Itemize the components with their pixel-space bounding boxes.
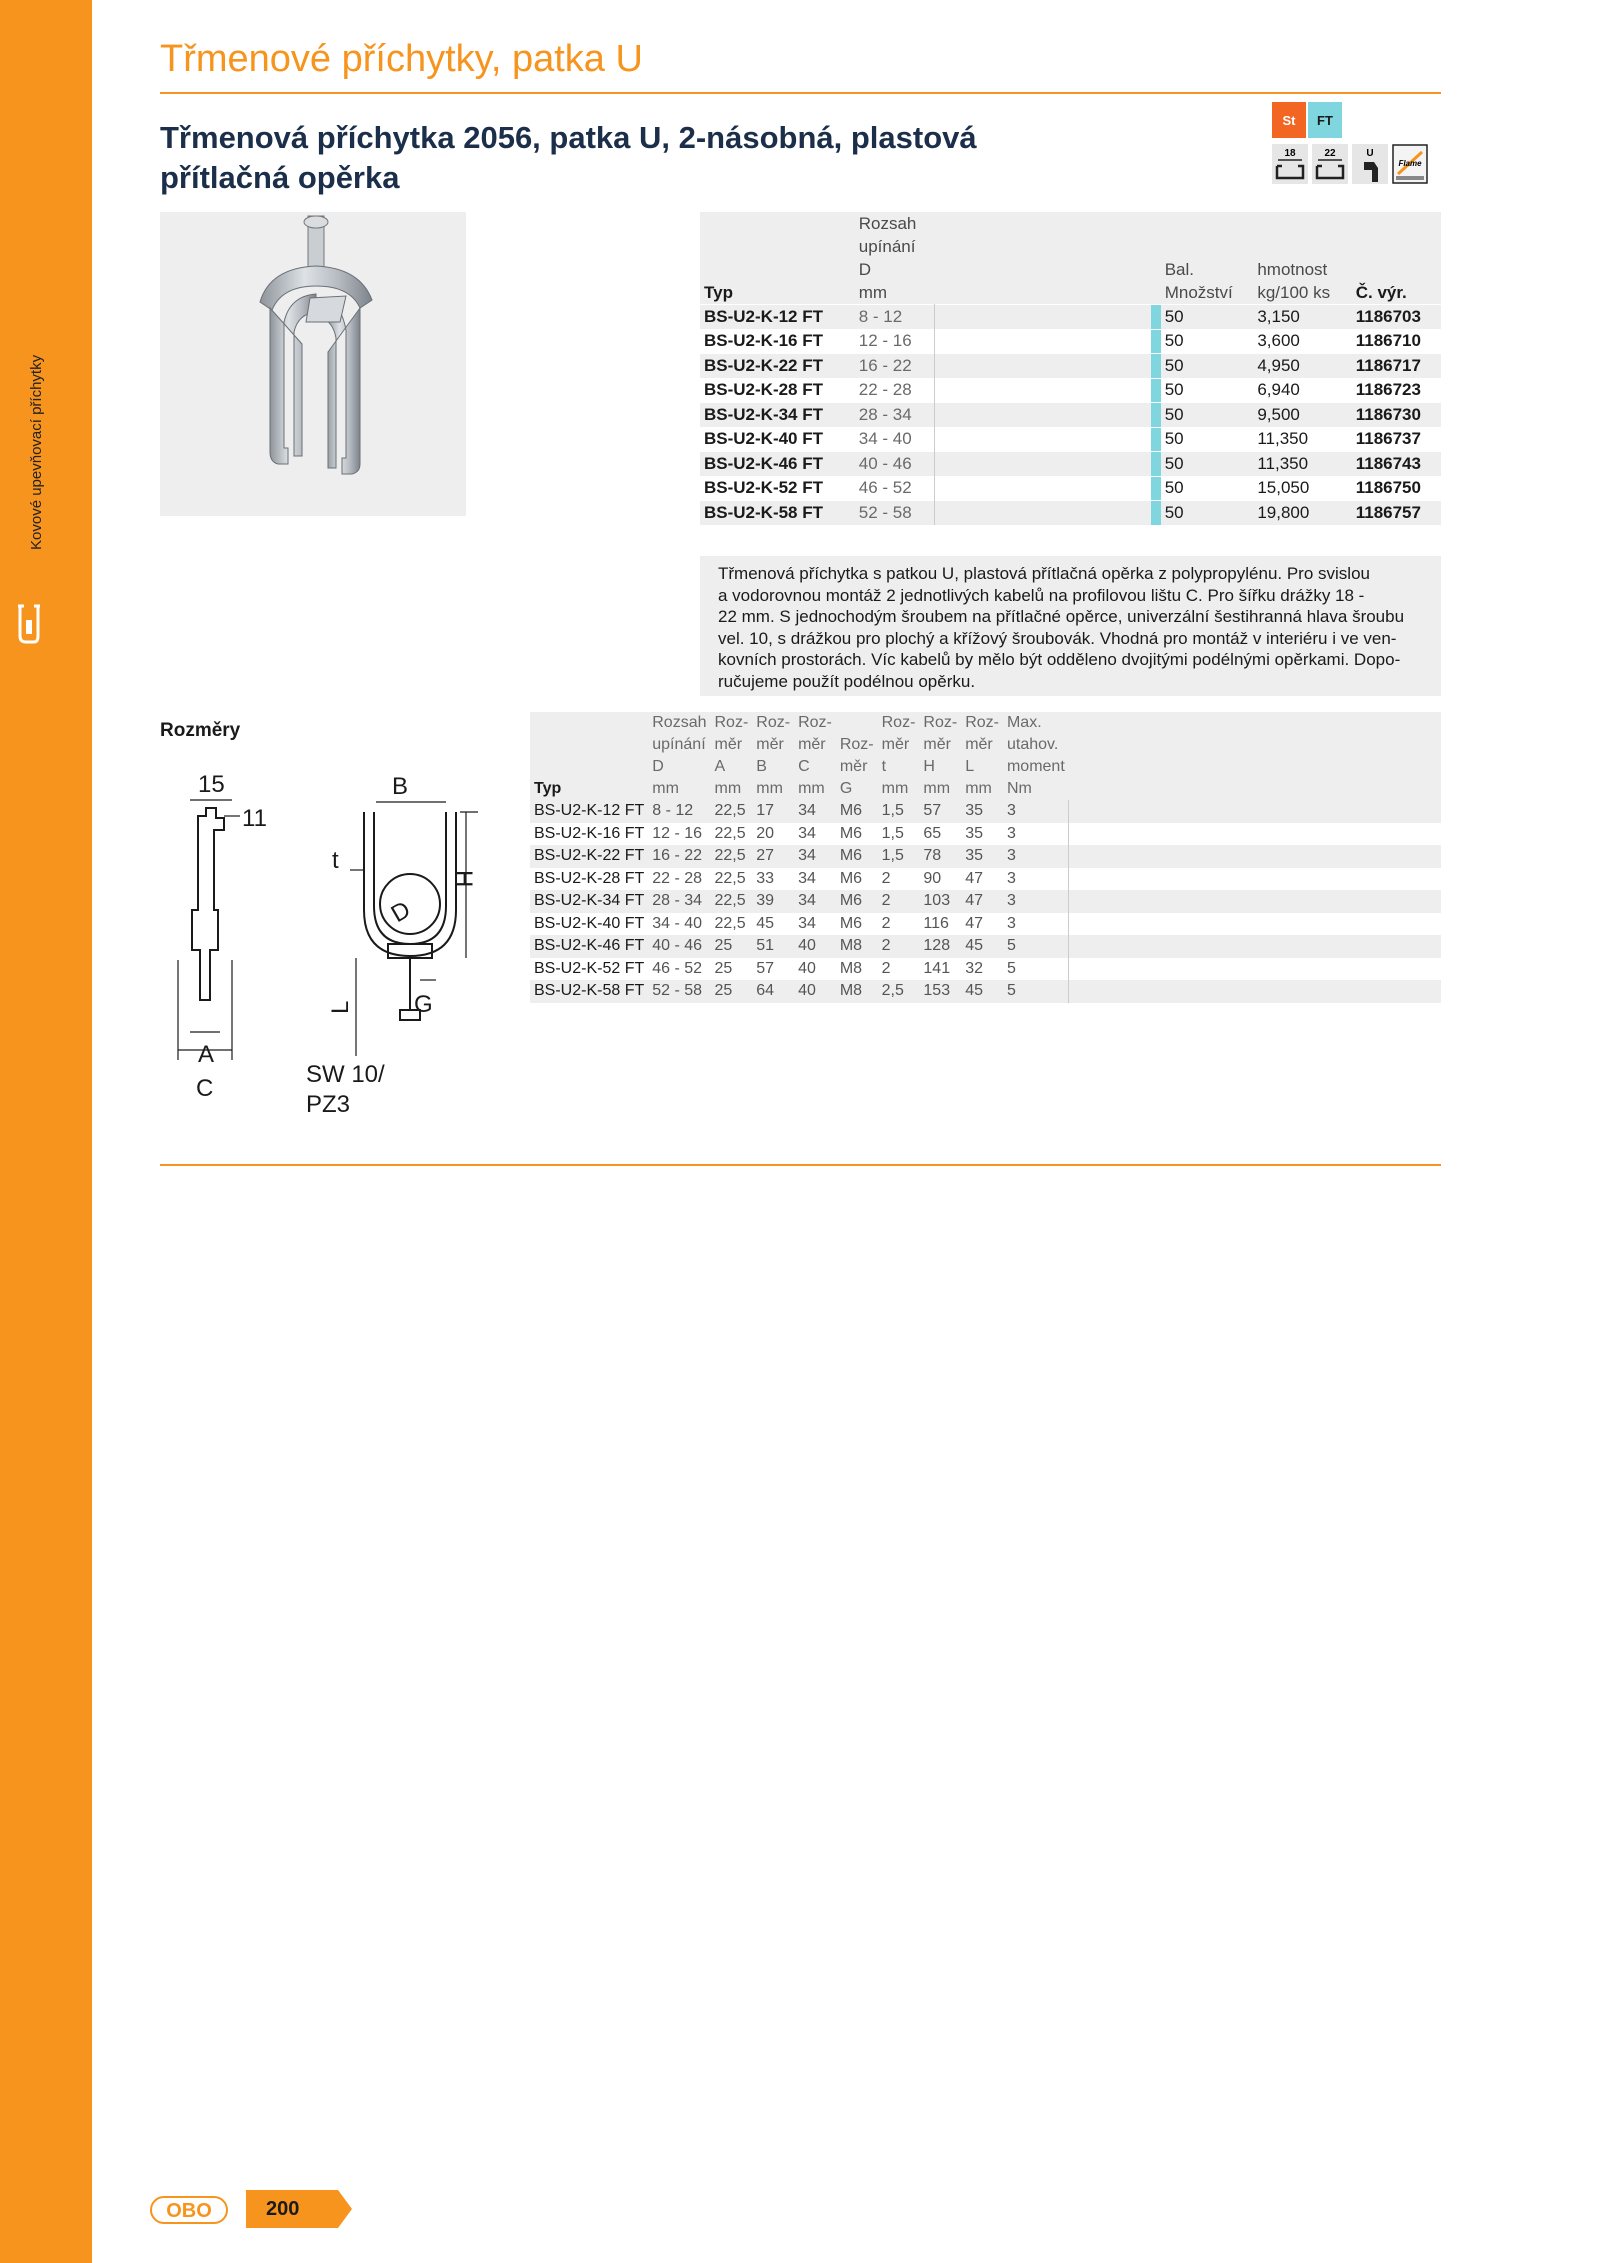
ft-badge: FT bbox=[1308, 102, 1342, 138]
order-cell-type: BS-U2-K-34 FT bbox=[700, 403, 855, 428]
order-cell-gap bbox=[935, 501, 1151, 526]
order-header-range bbox=[855, 212, 935, 305]
order-cell-type: BS-U2-K-22 FT bbox=[700, 354, 855, 379]
order-cell-gap bbox=[935, 329, 1151, 354]
dim-cell-value: 5 bbox=[1003, 935, 1069, 958]
dim-header-line: utahov. bbox=[1006, 736, 1059, 753]
dim-label-t: t bbox=[332, 847, 339, 874]
dim-cell-value: 2 bbox=[878, 958, 920, 981]
dim-label-sw: SW 10/ bbox=[306, 1061, 385, 1088]
dim-header-line: Roz- bbox=[923, 714, 958, 731]
dim-row bbox=[530, 800, 1441, 823]
dim-cell-type: BS-U2-K-46 FT bbox=[530, 935, 648, 958]
dim-cell-value: 25 bbox=[711, 958, 753, 981]
product-description bbox=[700, 556, 1441, 696]
dimensions-heading: Rozměry bbox=[160, 720, 241, 741]
dim-row bbox=[530, 823, 1441, 846]
order-header-range-l3: D bbox=[858, 260, 872, 279]
order-cell-weight: 19,800 bbox=[1253, 501, 1351, 526]
dim-header-line: mm bbox=[923, 780, 951, 797]
dim-cell-value: 34 bbox=[794, 800, 836, 823]
order-cell-accent bbox=[1151, 501, 1161, 526]
dim-row bbox=[530, 935, 1441, 958]
dim-cell-filler bbox=[1069, 935, 1441, 958]
dim-header-line: A bbox=[714, 758, 726, 775]
dim-cell-value: 25 bbox=[711, 935, 753, 958]
dim-cell-value: 46 - 52 bbox=[648, 958, 710, 981]
dim-header-col bbox=[648, 712, 710, 800]
rail-22-icon bbox=[1312, 144, 1348, 184]
order-cell-article: 1186737 bbox=[1352, 427, 1441, 452]
order-cell-accent bbox=[1151, 305, 1161, 330]
order-cell-type: BS-U2-K-12 FT bbox=[700, 305, 855, 330]
order-cell-type: BS-U2-K-28 FT bbox=[700, 378, 855, 403]
dim-label-c: C bbox=[196, 1075, 214, 1102]
order-cell-range: 22 - 28 bbox=[855, 378, 935, 403]
order-cell-accent bbox=[1151, 427, 1161, 452]
order-cell-type: BS-U2-K-40 FT bbox=[700, 427, 855, 452]
dimensions-table bbox=[530, 712, 1441, 1003]
dim-cell-value: 25 bbox=[711, 980, 753, 1003]
order-cell-type: BS-U2-K-46 FT bbox=[700, 452, 855, 477]
dim-cell-value: 5 bbox=[1003, 958, 1069, 981]
product-photo bbox=[160, 212, 466, 516]
dim-header-line: Roz- bbox=[881, 714, 916, 731]
rail-18-label: 18 bbox=[1284, 148, 1296, 159]
order-cell-pack: 50 bbox=[1161, 354, 1254, 379]
order-cell-weight: 3,600 bbox=[1253, 329, 1351, 354]
dim-cell-value: 22,5 bbox=[711, 823, 753, 846]
dim-cell-filler bbox=[1069, 958, 1441, 981]
order-cell-gap bbox=[935, 305, 1151, 330]
order-cell-accent bbox=[1151, 476, 1161, 501]
order-cell-pack: 50 bbox=[1161, 452, 1254, 477]
dim-cell-value: 34 bbox=[794, 890, 836, 913]
order-header-pack-l2: Množství bbox=[1164, 283, 1233, 302]
clamp-icon bbox=[16, 600, 42, 646]
rail-18-icon bbox=[1272, 144, 1308, 184]
order-cell-weight: 4,950 bbox=[1253, 354, 1351, 379]
dim-cell-value: 35 bbox=[961, 823, 1003, 846]
order-cell-weight: 3,150 bbox=[1253, 305, 1351, 330]
dim-cell-value: 2 bbox=[878, 868, 920, 891]
dim-row bbox=[530, 868, 1441, 891]
dim-cell-value: 3 bbox=[1003, 823, 1069, 846]
dim-label-15: 15 bbox=[198, 771, 225, 798]
dim-cell-value: 57 bbox=[919, 800, 961, 823]
dim-header-filler bbox=[1069, 712, 1441, 800]
order-row bbox=[700, 354, 1441, 379]
dim-cell-filler bbox=[1069, 890, 1441, 913]
dim-header-line: měr bbox=[714, 736, 743, 753]
dim-header-line: mm bbox=[798, 780, 825, 797]
dim-cell-value: 1,5 bbox=[878, 823, 920, 846]
dimension-drawing bbox=[160, 760, 477, 1120]
page-number: 200 bbox=[266, 2198, 300, 2220]
product-title bbox=[160, 118, 1060, 198]
dim-cell-value: 8 - 12 bbox=[648, 800, 710, 823]
dim-cell-type: BS-U2-K-52 FT bbox=[530, 958, 648, 981]
dim-cell-value: M8 bbox=[836, 958, 878, 981]
dim-cell-value: 32 bbox=[961, 958, 1003, 981]
dim-header-line: Roz- bbox=[839, 736, 874, 753]
order-cell-type: BS-U2-K-58 FT bbox=[700, 501, 855, 526]
dim-cell-value: 12 - 16 bbox=[648, 823, 710, 846]
dim-cell-value: 28 - 34 bbox=[648, 890, 710, 913]
dim-cell-value: 51 bbox=[752, 935, 794, 958]
dim-row bbox=[530, 958, 1441, 981]
flame-label: Flame bbox=[1398, 159, 1422, 168]
dim-cell-value: 116 bbox=[919, 913, 961, 936]
dim-header-line: měr bbox=[965, 736, 993, 753]
dim-header-line: C bbox=[798, 758, 810, 775]
dim-header-line: D bbox=[652, 758, 664, 775]
dim-cell-value: 3 bbox=[1003, 868, 1069, 891]
dim-row bbox=[530, 890, 1441, 913]
dim-cell-value: 34 bbox=[794, 913, 836, 936]
dim-cell-value: 20 bbox=[752, 823, 794, 846]
dim-cell-value: M6 bbox=[836, 913, 878, 936]
dim-cell-value: 22,5 bbox=[711, 890, 753, 913]
dim-cell-value: 2 bbox=[878, 913, 920, 936]
order-header-accent bbox=[1151, 212, 1161, 305]
dim-cell-filler bbox=[1069, 845, 1441, 868]
clamp-photo-illustration bbox=[160, 212, 466, 516]
dim-cell-value: 3 bbox=[1003, 913, 1069, 936]
order-row bbox=[700, 378, 1441, 403]
dim-header-line: L bbox=[965, 758, 975, 775]
dim-cell-value: 34 - 40 bbox=[648, 913, 710, 936]
order-cell-pack: 50 bbox=[1161, 427, 1254, 452]
dim-header-line: mm bbox=[756, 780, 783, 797]
description-line: ručujeme použít podélnou opěrku. bbox=[718, 671, 976, 691]
dim-cell-value: 47 bbox=[961, 890, 1003, 913]
dim-header-line: t bbox=[881, 758, 887, 775]
dim-row bbox=[530, 913, 1441, 936]
dim-cell-value: 3 bbox=[1003, 845, 1069, 868]
dim-cell-value: 153 bbox=[919, 980, 961, 1003]
dim-cell-value: 141 bbox=[919, 958, 961, 981]
dim-cell-value: M6 bbox=[836, 823, 878, 846]
u-foot-icon bbox=[1352, 144, 1388, 184]
dim-cell-value: 34 bbox=[794, 845, 836, 868]
dim-cell-type: BS-U2-K-16 FT bbox=[530, 823, 648, 846]
dim-cell-filler bbox=[1069, 868, 1441, 891]
order-cell-accent bbox=[1151, 329, 1161, 354]
order-cell-range: 16 - 22 bbox=[855, 354, 935, 379]
dim-cell-value: 34 bbox=[794, 823, 836, 846]
order-cell-gap bbox=[935, 378, 1151, 403]
dim-cell-value: M6 bbox=[836, 868, 878, 891]
dim-label-g: G bbox=[414, 991, 433, 1018]
dim-cell-value: 39 bbox=[752, 890, 794, 913]
dim-header-col bbox=[711, 712, 753, 800]
order-cell-weight: 11,350 bbox=[1253, 427, 1351, 452]
order-row bbox=[700, 329, 1441, 354]
order-cell-weight: 11,350 bbox=[1253, 452, 1351, 477]
order-row bbox=[700, 501, 1441, 526]
dim-header-col bbox=[794, 712, 836, 800]
dim-header-line: měr bbox=[839, 758, 868, 775]
product-title-line2: přítlačná opěrka bbox=[160, 160, 400, 195]
st-badge: St bbox=[1272, 102, 1306, 138]
order-cell-article: 1186703 bbox=[1352, 305, 1441, 330]
dim-label-a: A bbox=[198, 1041, 215, 1068]
dim-header-col bbox=[919, 712, 961, 800]
dim-cell-value: 27 bbox=[752, 845, 794, 868]
order-cell-range: 12 - 16 bbox=[855, 329, 935, 354]
dim-cell-type: BS-U2-K-34 FT bbox=[530, 890, 648, 913]
dim-cell-value: 2,5 bbox=[878, 980, 920, 1003]
description-line: vel. 10, s drážkou pro plochý a křížový šroubovák. Vhodná pro montáž v interiéru i ve ven- bbox=[718, 628, 1397, 648]
dim-cell-value: 33 bbox=[752, 868, 794, 891]
dim-header-line: Roz- bbox=[756, 714, 791, 731]
dim-cell-value: 35 bbox=[961, 800, 1003, 823]
dim-label-h: H bbox=[450, 870, 477, 888]
dim-cell-value: 2 bbox=[878, 935, 920, 958]
order-row bbox=[700, 403, 1441, 428]
dim-cell-value: 17 bbox=[752, 800, 794, 823]
dim-cell-value: 22,5 bbox=[711, 845, 753, 868]
dim-header-col bbox=[961, 712, 1003, 800]
order-cell-range: 34 - 40 bbox=[855, 427, 935, 452]
dim-cell-value: 16 - 22 bbox=[648, 845, 710, 868]
dim-cell-value: 3 bbox=[1003, 800, 1069, 823]
dim-row bbox=[530, 980, 1441, 1003]
dim-header-line: Nm bbox=[1006, 780, 1032, 797]
dim-cell-value: 1,5 bbox=[878, 845, 920, 868]
dimensions-table-header bbox=[530, 712, 1441, 800]
rail-22-label: 22 bbox=[1324, 148, 1336, 159]
order-cell-range: 28 - 34 bbox=[855, 403, 935, 428]
order-header-range-l1: Rozsah bbox=[858, 214, 917, 233]
order-cell-range: 52 - 58 bbox=[855, 501, 935, 526]
order-cell-gap bbox=[935, 476, 1151, 501]
dim-cell-value: 22,5 bbox=[711, 868, 753, 891]
title-divider bbox=[160, 92, 1441, 94]
order-table-header bbox=[700, 212, 1441, 305]
description-line: a vodorovnou montáž 2 jednotlivých kabelů na profilovou lištu C. Pro šířku drážky 18 - bbox=[718, 585, 1365, 605]
order-cell-pack: 50 bbox=[1161, 378, 1254, 403]
dim-header-line: moment bbox=[1006, 758, 1065, 775]
dim-cell-value: 45 bbox=[961, 980, 1003, 1003]
dim-cell-filler bbox=[1069, 823, 1441, 846]
order-table bbox=[700, 212, 1441, 525]
dim-header-col bbox=[836, 712, 878, 800]
dim-cell-value: 45 bbox=[752, 913, 794, 936]
dim-cell-value: 52 - 58 bbox=[648, 980, 710, 1003]
order-header-weight-l1: hmotnost bbox=[1257, 260, 1328, 279]
order-row bbox=[700, 452, 1441, 477]
dim-cell-value: 40 bbox=[794, 935, 836, 958]
dim-cell-value: 90 bbox=[919, 868, 961, 891]
order-cell-range: 46 - 52 bbox=[855, 476, 935, 501]
dim-header-line: G bbox=[839, 780, 853, 797]
dim-label-b: B bbox=[392, 773, 409, 800]
description-line: 22 mm. S jednochodým šroubem na přítlačné opěrce, univerzální šestihranná hlava šroubu bbox=[718, 607, 1405, 626]
dim-label-pz: PZ3 bbox=[306, 1091, 351, 1118]
order-cell-article: 1186717 bbox=[1352, 354, 1441, 379]
order-cell-pack: 50 bbox=[1161, 305, 1254, 330]
dim-header-line: H bbox=[923, 758, 935, 775]
dim-header-line: mm bbox=[714, 780, 742, 797]
dim-cell-type: BS-U2-K-28 FT bbox=[530, 868, 648, 891]
dim-cell-value: 78 bbox=[919, 845, 961, 868]
dim-cell-type: BS-U2-K-40 FT bbox=[530, 913, 648, 936]
order-cell-pack: 50 bbox=[1161, 403, 1254, 428]
dim-cell-value: 1,5 bbox=[878, 800, 920, 823]
order-row bbox=[700, 427, 1441, 452]
order-cell-gap bbox=[935, 354, 1151, 379]
order-cell-weight: 6,940 bbox=[1253, 378, 1351, 403]
dim-header-line: měr bbox=[756, 736, 784, 753]
page-title: Třmenové příchytky, patka U bbox=[160, 38, 643, 80]
dim-cell-value: 40 bbox=[794, 958, 836, 981]
dim-header-type: Typ bbox=[530, 712, 648, 800]
dim-cell-value: 35 bbox=[961, 845, 1003, 868]
sidebar bbox=[0, 0, 92, 2263]
dim-cell-value: 22 - 28 bbox=[648, 868, 710, 891]
dim-cell-filler bbox=[1069, 980, 1441, 1003]
order-row bbox=[700, 476, 1441, 501]
order-cell-weight: 9,500 bbox=[1253, 403, 1351, 428]
dim-header-line: měr bbox=[881, 736, 910, 753]
dim-header-line: mm bbox=[881, 780, 909, 797]
order-cell-pack: 50 bbox=[1161, 476, 1254, 501]
dim-cell-value: 22,5 bbox=[711, 800, 753, 823]
order-cell-accent bbox=[1151, 403, 1161, 428]
order-cell-gap bbox=[935, 427, 1151, 452]
dim-header-line: Max. bbox=[1006, 714, 1042, 731]
dim-cell-value: 128 bbox=[919, 935, 961, 958]
order-cell-gap bbox=[935, 452, 1151, 477]
order-cell-gap bbox=[935, 403, 1151, 428]
dim-label-l: L bbox=[327, 1000, 354, 1014]
dim-cell-value: 40 bbox=[794, 980, 836, 1003]
dim-header-line: mm bbox=[652, 780, 679, 797]
dim-header-line: Roz- bbox=[798, 714, 832, 731]
order-cell-article: 1186730 bbox=[1352, 403, 1441, 428]
dimensions-table-body bbox=[530, 800, 1441, 1003]
order-table-body bbox=[700, 305, 1441, 526]
order-cell-article: 1186710 bbox=[1352, 329, 1441, 354]
dim-cell-value: M8 bbox=[836, 935, 878, 958]
dim-cell-value: 22,5 bbox=[711, 913, 753, 936]
dim-cell-filler bbox=[1069, 800, 1441, 823]
dim-cell-value: 34 bbox=[794, 868, 836, 891]
dim-cell-value: 3 bbox=[1003, 890, 1069, 913]
dim-cell-value: M8 bbox=[836, 980, 878, 1003]
dim-cell-value: 47 bbox=[961, 913, 1003, 936]
order-cell-type: BS-U2-K-52 FT bbox=[700, 476, 855, 501]
order-header-range-unit: mm bbox=[858, 283, 888, 302]
dim-header-line: upínání bbox=[652, 736, 706, 753]
dim-cell-value: M6 bbox=[836, 890, 878, 913]
order-cell-pack: 50 bbox=[1161, 329, 1254, 354]
dim-header-col bbox=[752, 712, 794, 800]
dim-cell-type: BS-U2-K-12 FT bbox=[530, 800, 648, 823]
dim-cell-type: BS-U2-K-22 FT bbox=[530, 845, 648, 868]
product-title-line1: Třmenová příchytka 2056, patka U, 2-násobná, plastová bbox=[160, 120, 977, 155]
order-header-pack bbox=[1161, 212, 1254, 305]
obo-logo bbox=[150, 2196, 228, 2224]
order-cell-pack: 50 bbox=[1161, 501, 1254, 526]
dim-row bbox=[530, 845, 1441, 868]
dim-cell-value: 103 bbox=[919, 890, 961, 913]
dim-cell-value: 65 bbox=[919, 823, 961, 846]
dim-cell-value: 2 bbox=[878, 890, 920, 913]
section-divider bbox=[160, 1164, 1441, 1166]
dim-cell-value: 57 bbox=[752, 958, 794, 981]
dim-cell-value: 5 bbox=[1003, 980, 1069, 1003]
dim-cell-value: 64 bbox=[752, 980, 794, 1003]
order-cell-type: BS-U2-K-16 FT bbox=[700, 329, 855, 354]
dim-label-11: 11 bbox=[242, 805, 267, 832]
dim-header-line: Roz- bbox=[965, 714, 999, 731]
order-header-pack-l1: Bal. bbox=[1164, 260, 1194, 279]
sidebar-label: Kovové upevňovací příchytky bbox=[28, 354, 45, 550]
order-cell-accent bbox=[1151, 452, 1161, 477]
dim-cell-value: 47 bbox=[961, 868, 1003, 891]
order-cell-article: 1186723 bbox=[1352, 378, 1441, 403]
order-header-weight bbox=[1253, 212, 1351, 305]
order-row bbox=[700, 305, 1441, 330]
flame-icon bbox=[1392, 144, 1428, 184]
dim-header-line: B bbox=[756, 758, 767, 775]
obo-logo-text: OBO bbox=[166, 2200, 212, 2222]
order-cell-range: 8 - 12 bbox=[855, 305, 935, 330]
order-header-article: Č. výr. bbox=[1352, 212, 1441, 305]
dim-header-line: měr bbox=[798, 736, 826, 753]
dim-cell-value: 40 - 46 bbox=[648, 935, 710, 958]
order-header-range-l2: upínání bbox=[858, 237, 916, 256]
dim-cell-value: M6 bbox=[836, 800, 878, 823]
order-cell-accent bbox=[1151, 378, 1161, 403]
dim-header-col bbox=[1003, 712, 1069, 800]
dim-cell-type: BS-U2-K-58 FT bbox=[530, 980, 648, 1003]
dim-label-d: D bbox=[386, 896, 416, 929]
dim-cell-filler bbox=[1069, 913, 1441, 936]
dim-header-line: mm bbox=[965, 780, 992, 797]
order-cell-article: 1186757 bbox=[1352, 501, 1441, 526]
order-cell-accent bbox=[1151, 354, 1161, 379]
order-header-type: Typ bbox=[700, 212, 855, 305]
dim-header-col bbox=[878, 712, 920, 800]
dim-header-line: Roz- bbox=[714, 714, 749, 731]
dim-cell-value: 45 bbox=[961, 935, 1003, 958]
order-header-weight-l2: kg/100 ks bbox=[1257, 283, 1331, 302]
dim-header-line: měr bbox=[923, 736, 951, 753]
description-line: kovních prostorách. Víc kabelů by mělo být odděleno dvojitými podélnými opěrkami. Dopo- bbox=[718, 650, 1401, 669]
dim-cell-value: M6 bbox=[836, 845, 878, 868]
dim-header-line: Rozsah bbox=[652, 714, 707, 731]
order-cell-weight: 15,050 bbox=[1253, 476, 1351, 501]
u-foot-label: U bbox=[1366, 148, 1374, 159]
order-cell-article: 1186750 bbox=[1352, 476, 1441, 501]
description-line: Třmenová příchytka s patkou U, plastová přítlačná opěrka z polypropylénu. Pro svislou bbox=[718, 564, 1370, 583]
order-cell-article: 1186743 bbox=[1352, 452, 1441, 477]
order-cell-range: 40 - 46 bbox=[855, 452, 935, 477]
order-header-gap bbox=[935, 212, 1151, 305]
